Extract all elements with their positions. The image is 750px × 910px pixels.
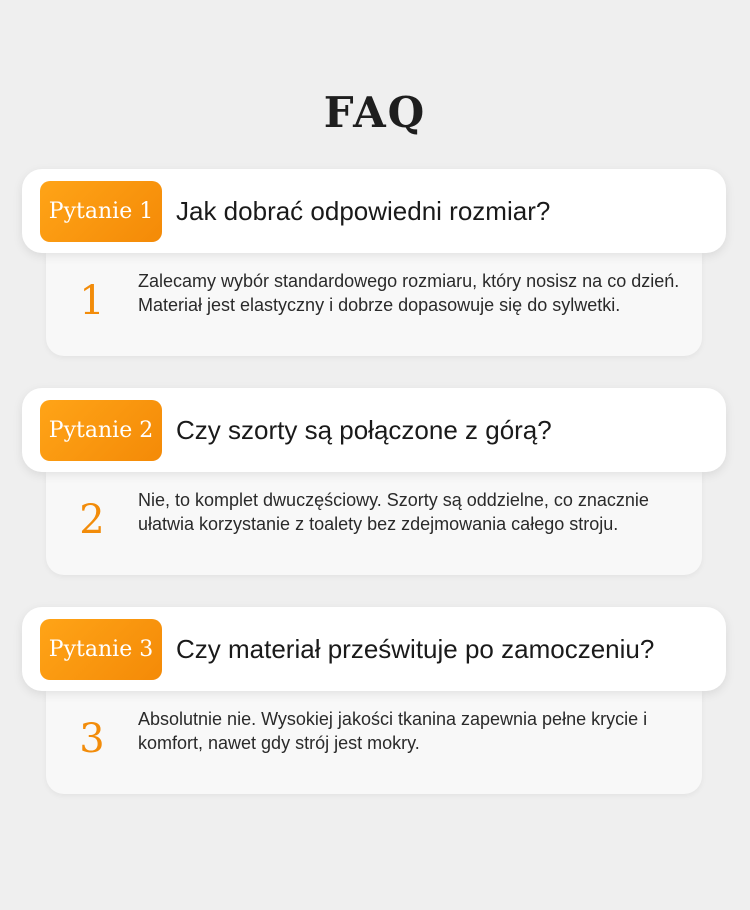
faq-item-3 [0,607,750,807]
faq-item-2 [0,388,750,588]
answer-card [46,253,702,356]
question-badge: Pytanie 1 [40,181,162,242]
question-bar[interactable] [22,388,726,472]
answer-text: Nie, to komplet dwuczęściowy. Szorty są oddzielne, co znacznie ułatwia korzystanie z toalety bez zdejmowania całego stroju. [138,490,649,534]
question-bar[interactable] [22,169,726,253]
question-text: Czy materiał prześwituje po zamoczeniu? [176,634,655,664]
answer-card [46,691,702,794]
answer-card [46,472,702,575]
answer-number: 3 [79,716,105,762]
page-title: FAQ [323,88,427,137]
answer-text: Absolutnie nie. Wysokiej jakości tkanina zapewnia pełne krycie i komfort, nawet gdy strój jest mokry. [138,709,648,753]
question-text: Czy szorty są połączone z górą? [176,415,552,445]
question-bar[interactable] [22,607,726,691]
faq-item-1 [0,169,750,369]
answer-number: 2 [79,497,105,543]
question-badge: Pytanie 3 [40,619,162,680]
answer-text: Zalecamy wybór standardowego rozmiaru, który nosisz na co dzień. Materiał jest elastyczny i dobrze dopasowuje się do sylwetki. [138,271,680,315]
answer-number: 1 [79,278,105,324]
question-badge: Pytanie 2 [40,400,162,461]
question-text: Jak dobrać odpowiedni rozmiar? [176,196,551,226]
